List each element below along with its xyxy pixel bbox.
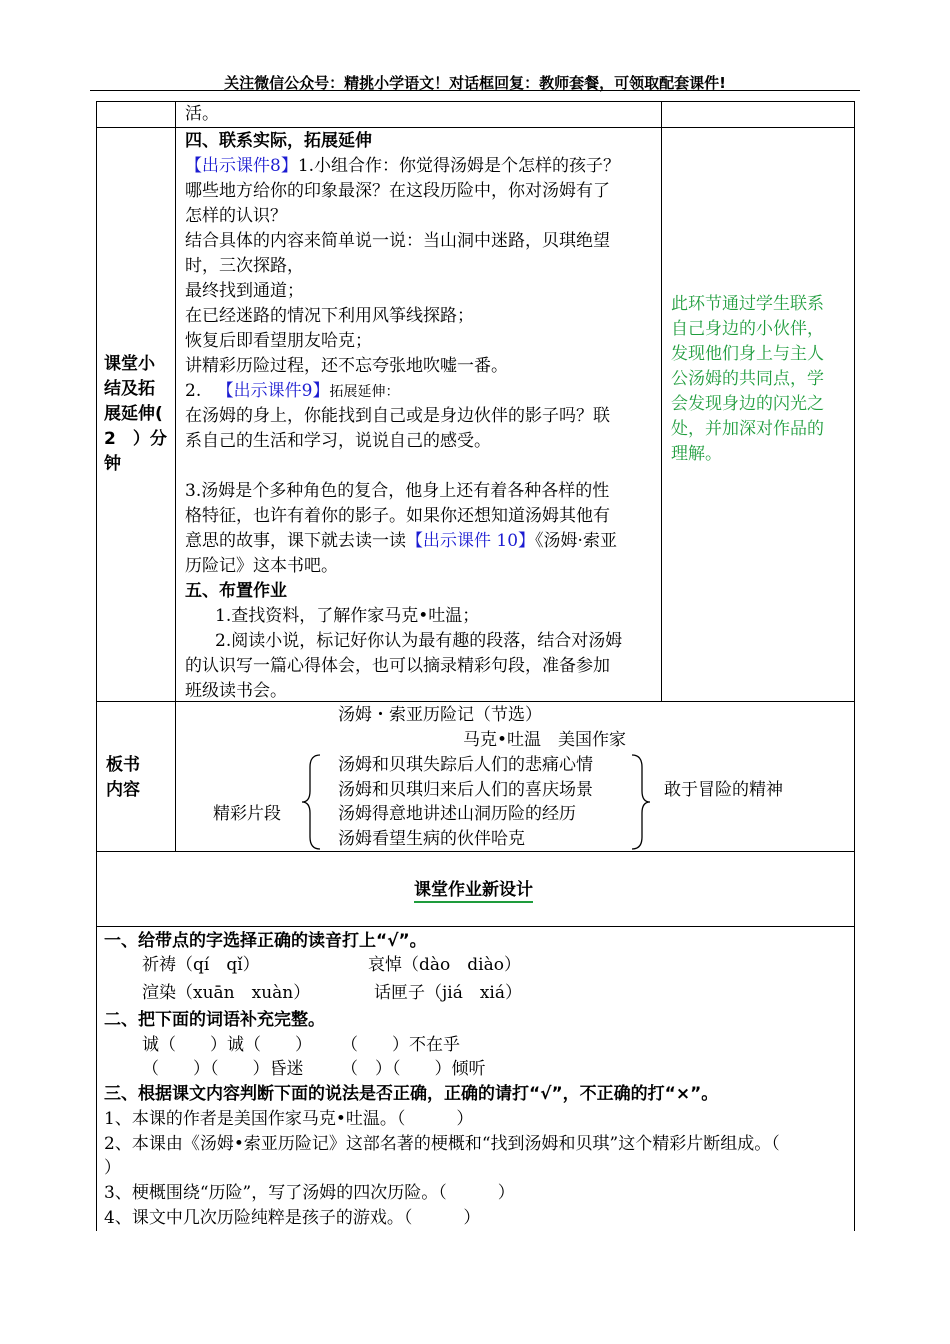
lesson-label-line2: 结及拓 (104, 379, 155, 399)
para-show10 (185, 529, 617, 553)
table-border-left (96, 101, 97, 1231)
q2-item-a: 诚（ ）诚（ ） (142, 1035, 312, 1055)
p10a: 3.汤姆是个多种角色的复合，他身上还有着各种各样的性 (185, 481, 610, 501)
q3-statement-2b: ） (104, 1158, 121, 1178)
board-label-line1: 板书 (106, 755, 140, 775)
courseware-10: 【出示课件 10】 (406, 531, 536, 551)
p5: 在已经迷路的情况下利用风筝线探路； (185, 306, 474, 326)
left-brace-icon (300, 753, 322, 851)
lesson-label-line4: 2 ）分 (104, 429, 167, 449)
board-left: 精彩片段 (213, 804, 281, 824)
board-item-1: 汤姆和贝琪失踪后人们的悲痛心情 (338, 755, 593, 775)
table-col-divider-2 (661, 101, 662, 701)
p6: 恢复后即看望朋友哈克； (185, 331, 372, 351)
note-line4: 公汤姆的共同点，学 (671, 369, 824, 389)
homework-title-text: 课堂作业新设计 (414, 880, 533, 903)
para-show8 (185, 154, 620, 178)
right-brace-icon (630, 753, 652, 851)
p2: 结合具体的内容来简单说一说：当山洞中迷路，贝琪绝望 (185, 231, 610, 251)
hw2c: 班级读书会。 (185, 681, 287, 701)
p10b: 格特征，也许有着你的影子。如果你还想知道汤姆其他有 (185, 506, 610, 526)
note-line5: 会发现身边的闪光之 (671, 394, 824, 414)
q1-item-a: 祈祷（qí qǐ） (142, 955, 260, 975)
question-2: 二、把下面的词语补充完整。 (104, 1010, 325, 1030)
board-right: 敢于冒险的精神 (664, 780, 783, 800)
homework-title (414, 878, 533, 902)
p10d: 历险记》这本书吧。 (185, 556, 338, 576)
board-title: 汤姆・索亚历险记（节选） (338, 705, 542, 725)
board-item-2: 汤姆和贝琪归来后人们的喜庆场景 (338, 780, 593, 800)
q1-item-d: 话匣子（jiá xiá） (374, 983, 523, 1003)
lesson-label-line3: 展延伸( (104, 404, 163, 424)
header-divider (90, 90, 860, 91)
hw2a: 2.阅读小说，标记好你认为最有趣的段落，结合对汤姆 (215, 631, 623, 651)
table-col-divider-1 (175, 101, 176, 851)
para-show9 (185, 379, 399, 404)
q3-statement-2a: 2、本课由《汤姆•索亚历险记》这部名著的梗概和“找到汤姆和贝琪”这个精彩片断组成。（ (104, 1134, 780, 1154)
row-divider-1 (96, 127, 855, 128)
p10c1: 意思的故事，课下就去读一读 (185, 531, 406, 551)
q3-statement-1: 1、本课的作者是美国作家马克•吐温。（ ） (104, 1109, 474, 1129)
p8-rest: 拓展延伸： (329, 384, 400, 400)
p10c2: 《汤姆·索亚 (535, 531, 617, 551)
lesson-label-line5: 钟 (104, 454, 121, 474)
q2-item-d: （ ）（ ）倾听 (341, 1059, 486, 1079)
p8-number: 2. (185, 381, 202, 401)
p1c: 怎样的认识？ (185, 206, 287, 226)
hw2b: 的认识写一篇心得体会，也可以摘录精彩句段，准备参加 (185, 656, 610, 676)
question-3: 三、根据课文内容判断下面的说法是否正确，正确的请打“√”，不正确的打“×”。 (104, 1084, 719, 1104)
p9a: 在汤姆的身上，你能找到自己或是身边伙伴的影子吗？联 (185, 406, 610, 426)
section5-title: 五、布置作业 (185, 581, 287, 601)
board-label-line2: 内容 (106, 780, 140, 800)
q2-item-b: （ ）不在乎 (341, 1035, 460, 1055)
p3: 时，三次探路， (185, 256, 304, 276)
hw1: 1.查找资料，了解作家马克•吐温； (215, 606, 480, 626)
row-divider-3 (96, 851, 855, 852)
p9b: 系自己的生活和学习，说说自己的感受。 (185, 431, 491, 451)
note-line1: 此环节通过学生联系 (671, 294, 824, 314)
note-line2: 自己身边的小伙伴， (671, 319, 824, 339)
section4-title: 四、联系实际，拓展延伸 (185, 131, 372, 151)
board-item-4: 汤姆看望生病的伙伴哈克 (338, 829, 525, 849)
board-author: 马克•吐温 美国作家 (463, 730, 627, 750)
q1-item-c: 渲染（xuān xuàn） (142, 983, 311, 1003)
note-line3: 发现他们身上与主人 (671, 344, 824, 364)
board-item-3: 汤姆得意地讲述山洞历险的经历 (338, 804, 576, 824)
q1-item-b: 哀悼（dào diào） (368, 955, 521, 975)
note-line7: 理解。 (671, 444, 722, 464)
courseware-8: 【出示课件8】 (185, 156, 298, 176)
question-1: 一、给带点的字选择正确的读音打上“√”。 (104, 931, 427, 951)
row1-content: 活。 (185, 104, 219, 124)
courseware-9: 【出示课件9】 (216, 381, 330, 401)
q3-statement-4: 4、课文中几次历险纯粹是孩子的游戏。（ ） (104, 1208, 481, 1228)
q3-statement-3: 3、梗概围绕“历险”，写了汤姆的四次历险。（ ） (104, 1183, 515, 1203)
p1b: 哪些地方给你的印象最深？在这段历险中，你对汤姆有了 (185, 181, 610, 201)
table-border-right (854, 101, 855, 1231)
note-line6: 处，并加深对作品的 (671, 419, 824, 439)
p7: 讲精彩历险过程，还不忘夸张地吹嘘一番。 (185, 356, 508, 376)
row-divider-4 (96, 926, 855, 927)
page-header: 关注微信公众号：精挑小学语文！对话框回复：教师套餐，可领取配套课件! (224, 74, 726, 92)
lesson-label-line1: 课堂小 (104, 354, 155, 374)
p4: 最终找到通道； (185, 281, 304, 301)
p1a: 1.小组合作：你觉得汤姆是个怎样的孩子？ (297, 156, 621, 176)
q2-item-c: （ ）（ ）昏迷 (142, 1059, 304, 1079)
